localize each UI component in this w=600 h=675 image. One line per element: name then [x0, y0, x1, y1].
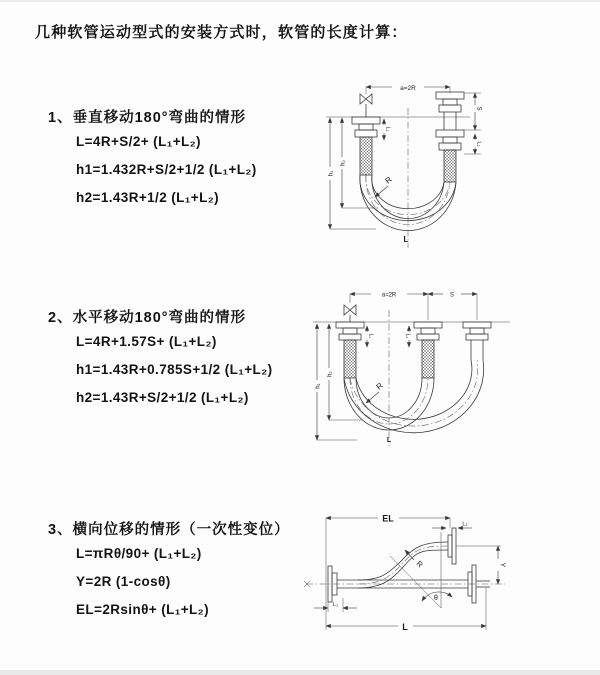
- dim-label-s: S: [475, 106, 482, 111]
- scan-edge: [0, 0, 600, 2]
- formula-h1: h1=1.432R+S/2+1/2 (L₁+L₂): [76, 161, 257, 177]
- section-3-heading: 3、横向位移的情形（一次性变位）: [48, 522, 290, 538]
- section-horizontal-movement: [48, 306, 272, 411]
- middle-flange: [414, 322, 442, 378]
- displaced-hose: [358, 542, 448, 588]
- radius-label: R: [383, 174, 394, 186]
- left-flange: [352, 117, 380, 175]
- section-1-heading: 1、垂直移动180°弯曲的情形: [48, 110, 247, 126]
- braided-hose-section: [344, 340, 356, 378]
- right-upper-flange: [436, 92, 464, 130]
- dim-label-h2: h₂: [340, 160, 347, 166]
- section-vertical-movement: [48, 106, 257, 211]
- dim-label-s: S: [449, 292, 455, 299]
- length-label: L: [403, 235, 409, 244]
- braided-hose-section: [444, 150, 456, 182]
- formula-h2: h2=1.43R+S/2+1/2 (L₁+L₂): [76, 389, 249, 405]
- formula-Y: Y=2R (1-cosθ): [76, 573, 171, 589]
- length-label: L: [402, 622, 408, 632]
- braided-hose-section: [360, 137, 372, 175]
- length-label: L: [386, 437, 392, 444]
- section-2-heading: 2、水平移动180°弯曲的情形: [48, 310, 247, 326]
- formula-h2: h2=1.43R+1/2 (L₁+L₂): [76, 189, 220, 205]
- braided-hose-section: [422, 340, 434, 378]
- formula-L: L=πRθ/90+ (L₁+L₂): [76, 545, 202, 561]
- dim-label-l2: L₂: [462, 521, 468, 528]
- formula-h1: h1=1.43R+0.785S+1/2 (L₁+L₂): [76, 361, 273, 377]
- dim-label-l1: L₁: [367, 333, 374, 339]
- dim-label-l2: L₂: [404, 333, 411, 339]
- diagram-lateral-displacement: [300, 502, 595, 647]
- dim-label-l1: L₁: [333, 602, 338, 608]
- page-title: 几种软管运动型式的安装方式时，软管的长度计算：: [35, 24, 408, 41]
- dim-label-l2: L₂: [475, 141, 482, 147]
- diagram-horizontal-180-bend: [305, 282, 590, 454]
- dim-label-span: a=2R: [400, 84, 416, 92]
- valve-icon: [360, 94, 372, 117]
- scan-edge: [0, 670, 600, 675]
- formula-L: L=4R+S/2+ (L₁+L₂): [76, 133, 201, 149]
- left-flange: [336, 322, 364, 378]
- radius-label: R: [374, 380, 385, 392]
- dim-label-el: EL: [382, 513, 394, 524]
- dim-label-h2: h₂: [327, 371, 334, 377]
- right-lower-flange: [436, 130, 464, 182]
- formula-L: L=4R+1.57S+ (L₁+L₂): [76, 333, 217, 349]
- dim-label-span: a=2R: [381, 292, 397, 299]
- diagram-vertical-180-bend: [318, 72, 568, 257]
- formula-EL: EL=2Rsinθ+ (L₁+L₂): [76, 601, 209, 617]
- upper-flange: [448, 528, 456, 564]
- dim-label-l1: L₁: [384, 126, 391, 132]
- dim-label-y: Y: [498, 562, 506, 568]
- right-flange: [463, 322, 491, 360]
- dim-label-h1: h₁: [328, 170, 335, 177]
- radius-label: R: [414, 559, 425, 570]
- valve-icon: [344, 305, 356, 322]
- section-lateral-displacement: [48, 518, 290, 623]
- theta-label: θ: [434, 595, 438, 602]
- dim-label-h1: h₁: [315, 383, 322, 389]
